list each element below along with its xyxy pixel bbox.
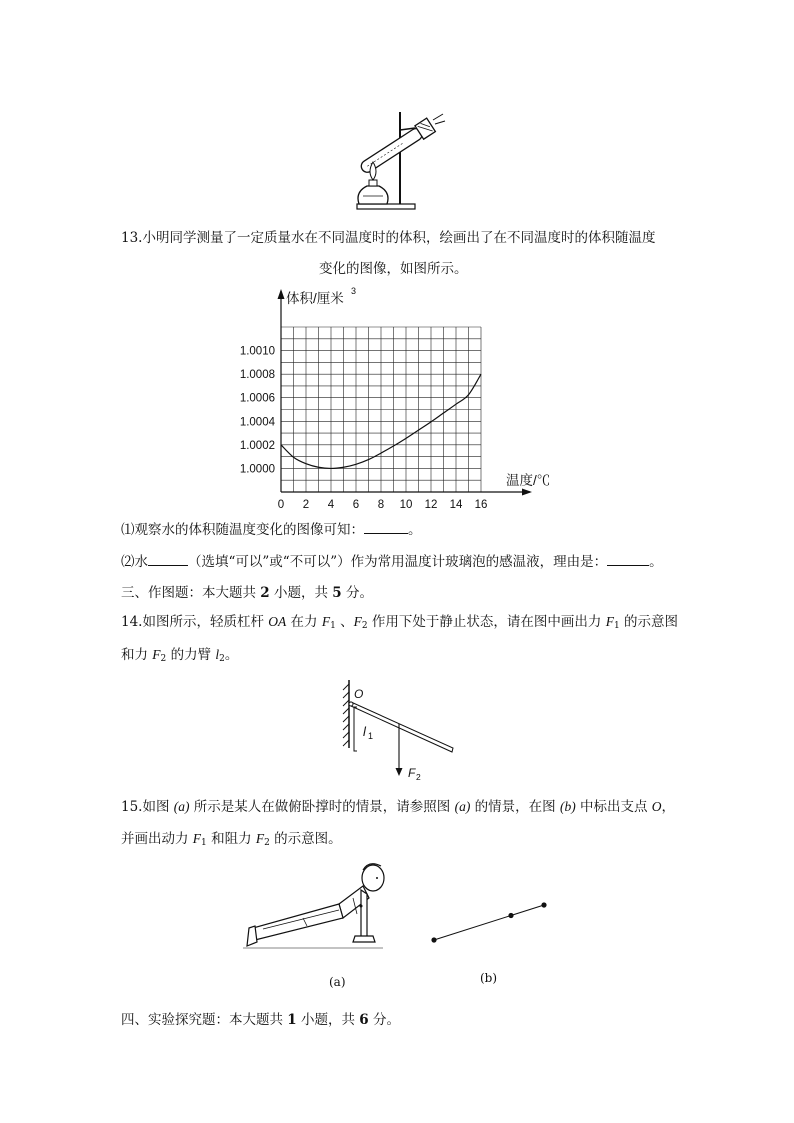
q13-stem-line2: 变化的图像，如图所示。 xyxy=(319,261,468,277)
q13-sub1-prefix: ⑴观察水的体积随温度变化的图像可知： xyxy=(121,522,364,538)
q15-text-e: ， xyxy=(661,799,676,815)
lever-figure xyxy=(335,678,465,783)
y-axis-label: 体积/厘米 xyxy=(286,291,344,306)
section4-heading xyxy=(121,1010,400,1030)
q15-text-f: 并画出动力 xyxy=(121,831,193,847)
q15-b-label: (b) xyxy=(559,799,576,814)
lever-force-f2-sub: 2 xyxy=(416,772,421,782)
section3-prefix: 三、作图题：本大题共 xyxy=(121,585,261,601)
pushup-figure-b xyxy=(428,898,553,946)
q14-text-e: 和力 xyxy=(121,647,153,663)
y-tick-label: 1.0010 xyxy=(239,345,275,358)
figure-b-caption: (b) xyxy=(480,971,498,985)
q15-f1-sub: 1 xyxy=(201,838,207,848)
lever-pivot-label: O xyxy=(354,687,364,701)
y-axis-label-superscript: 3 xyxy=(351,286,357,296)
q14-f2-letter-2: F xyxy=(152,647,161,662)
q14-f2-sub-2: 2 xyxy=(160,654,167,664)
chart-ticks xyxy=(240,346,488,511)
q14-sep: 、 xyxy=(335,614,354,630)
q14-text-c: 作用下处于静止状态，请在图中画出力 xyxy=(367,614,606,630)
q14-stem-line2 xyxy=(121,645,238,669)
section4-score: 6 xyxy=(359,1012,369,1028)
q15-text-a: 15.如图 xyxy=(121,799,174,815)
q14-stem-line1 xyxy=(121,612,678,636)
figure-b-point-left xyxy=(431,937,436,942)
q14-f1-sub: 1 xyxy=(330,621,336,631)
y-tick-label: 1.0004 xyxy=(239,416,275,429)
q14-f2-sub: 2 xyxy=(361,621,368,631)
section3-heading xyxy=(121,583,373,603)
q14-f1-letter-2: F xyxy=(605,614,614,629)
q13-sub2-blank1[interactable] xyxy=(148,553,188,566)
q13-sub2-suffix: 。 xyxy=(649,554,663,570)
x-axis-arrow xyxy=(522,489,532,496)
y-tick-label: 1.0000 xyxy=(239,463,275,476)
q13-sub2-middle: （选填“可以”或“不可以”）作为常用温度计玻璃泡的感温液，理由是： xyxy=(188,554,608,570)
q15-o-letter: O xyxy=(651,799,662,814)
chart-axes xyxy=(278,289,533,496)
q13-sub2-blank2[interactable] xyxy=(607,553,649,566)
y-tick-label: 1.0006 xyxy=(239,392,275,405)
x-tick-label: 16 xyxy=(474,499,488,511)
q14-l2-letter: l xyxy=(215,647,220,662)
x-axis-label: 温度/℃ xyxy=(506,473,551,488)
q13-sub2 xyxy=(121,552,663,572)
section4-prefix: 四、实验探究题：本大题共 xyxy=(121,1012,288,1028)
section3-count: 2 xyxy=(260,585,270,601)
section3-mid: 小题，共 xyxy=(269,585,333,601)
x-tick-label: 6 xyxy=(352,499,360,511)
q14-l2-sub: 2 xyxy=(219,654,225,664)
q15-text-b: 所示是某人在做俯卧撑时的情景，请参照图 xyxy=(189,799,455,815)
q15-f2-sub: 2 xyxy=(264,838,270,848)
figure-a-caption: (a) xyxy=(329,975,346,989)
figure-b-point-middle xyxy=(508,913,513,918)
q15-stem-line1 xyxy=(121,797,675,817)
x-tick-label: 14 xyxy=(449,499,463,511)
q13-sub1-blank[interactable] xyxy=(364,521,408,534)
y-axis-arrow xyxy=(278,289,285,299)
q15-a-label: (a) xyxy=(173,799,190,814)
q13-sub2-prefix: ⑵水 xyxy=(121,554,148,570)
q13-sub1 xyxy=(121,520,422,540)
q15-text-d: 中标出支点 xyxy=(575,799,652,815)
q15-a-label-2: (a) xyxy=(454,799,471,814)
section4-suffix: 分。 xyxy=(368,1012,400,1028)
q15-stem-line2 xyxy=(121,829,342,853)
y-tick-label: 1.0002 xyxy=(239,439,275,452)
pushup-figure-a xyxy=(243,856,393,956)
q14-text-b: 在力 xyxy=(286,614,322,630)
lever-arm-l1-label: l xyxy=(363,724,366,739)
q14-text-d: 的示意图 xyxy=(619,614,678,630)
q15-f2-letter: F xyxy=(255,831,265,846)
x-tick-label: 10 xyxy=(399,499,413,511)
section4-count: 1 xyxy=(287,1012,297,1028)
section4-mid: 小题，共 xyxy=(296,1012,360,1028)
q14-f1-sub-2: 1 xyxy=(613,621,620,631)
lever-arm-l1-sub: 1 xyxy=(368,731,374,741)
q14-f1-letter: F xyxy=(321,614,331,629)
q14-f2-letter: F xyxy=(353,614,362,629)
y-tick-label: 1.0008 xyxy=(239,369,275,382)
heating-apparatus-figure xyxy=(345,100,450,215)
section3-score: 5 xyxy=(332,585,342,601)
chart-grid xyxy=(281,327,481,492)
x-tick-label: 0 xyxy=(277,499,285,511)
x-tick-label: 12 xyxy=(424,499,438,511)
q14-lever-name: OA xyxy=(268,614,287,629)
section3-suffix: 分。 xyxy=(341,585,373,601)
q15-text-g: 和阻力 xyxy=(206,831,256,847)
q14-text-g: 。 xyxy=(224,647,239,663)
q13-sub1-suffix: 。 xyxy=(408,522,422,538)
q15-f1-letter: F xyxy=(192,831,202,846)
figure-b-point-right xyxy=(541,902,546,907)
q15-text-h: 的示意图。 xyxy=(269,831,342,847)
lever-force-f2-label: F xyxy=(408,766,416,780)
volume-temperature-chart xyxy=(230,283,570,513)
x-tick-label: 4 xyxy=(327,499,335,511)
q14-text-f: 的力臂 xyxy=(166,647,216,663)
x-tick-label: 2 xyxy=(302,499,310,511)
x-tick-label: 8 xyxy=(377,499,385,511)
q15-text-c: 的情景，在图 xyxy=(470,799,560,815)
q13-stem-line1: 13.小明同学测量了一定质量水在不同温度时的体积，绘画出了在不同温度时的体积随温度 xyxy=(121,230,656,246)
q14-text-a: 14.如图所示，轻质杠杆 xyxy=(121,614,269,630)
